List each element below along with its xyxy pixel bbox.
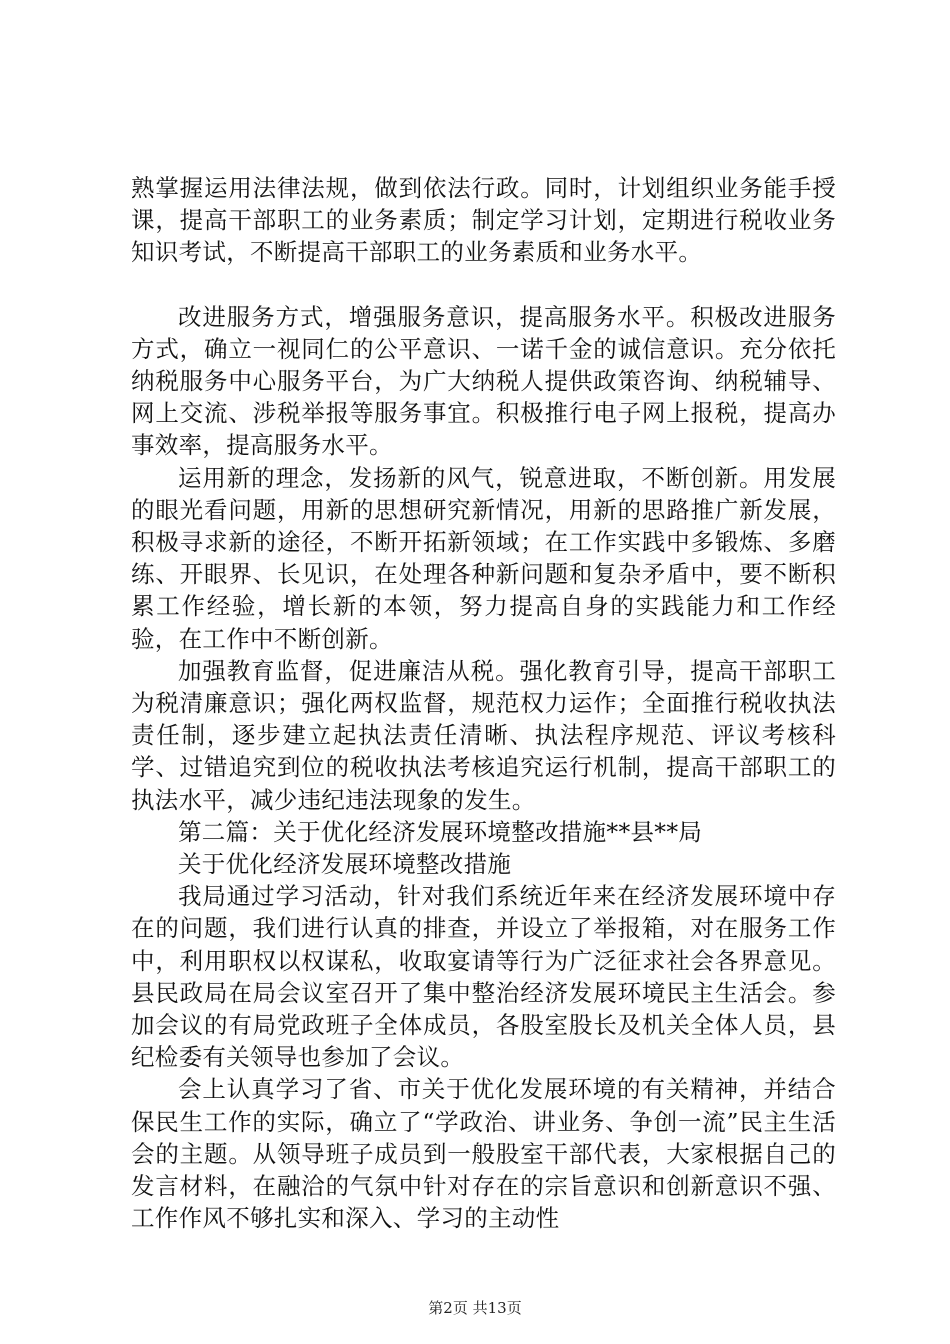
section-heading: 第二篇：关于优化经济发展环境整改措施**县**局 — [178, 817, 703, 846]
paragraph: 会上认真学习了省、市关于优化发展环境的有关精神，并结合保民生工作的实际，确立了“学政治、讲业务、争创一流”民主生活会的主题。从领导班子成员到一般股室干部代表，大家根据自己的发言材料，在融洽的气氛中针对存在的宗旨意识和创新意识不强、工作作风不够扎实和深入、学习的主动性 — [131, 1075, 836, 1233]
paragraph: 运用新的理念，发扬新的风气，锐意进取，不断创新。用发展的眼光看问题，用新的思想研究新情况，用新的思路推广新发展，积极寻求新的途径，不断开拓新领域；在工作实践中多锻炼、多磨练、开眼界、长见识，在处理各种新问题和复杂矛盾中，要不断积累工作经验，增长新的本领，努力提高自身的实践能力和工作经验，在工作中不断创新。 — [131, 463, 836, 653]
paragraph: 我局通过学习活动，针对我们系统近年来在经济发展环境中存在的问题，我们进行认真的排查，并设立了举报箱，对在服务工作中，利用职权以权谋私，收取宴请等行为广泛征求社会各界意见。县民政局在局会议室召开了集中整治经济发展环境民主生活会。参加会议的有局党政班子全体成员，各股室股长及机关全体人员，县纪检委有关领导也参加了会议。 — [131, 882, 836, 1072]
page-number: 第2页 共13页 — [428, 1299, 522, 1317]
paragraph: 熟掌握运用法律法规，做到依法行政。同时，计划组织业务能手授课，提高干部职工的业务素质；制定学习计划，定期进行税收业务知识考试，不断提高干部职工的业务素质和业务水平。 — [131, 174, 836, 267]
paragraph: 加强教育监督，促进廉洁从税。强化教育引导，提高干部职工为税清廉意识；强化两权监督，规范权力运作；全面推行税收执法责任制，逐步建立起执法责任清晰、执法程序规范、评议考核科学、过错追究到位的税收执法考核追究运行机制，提高干部职工的执法水平，减少违纪违法现象的发生。 — [131, 656, 836, 814]
section-subheading: 关于优化经济发展环境整改措施 — [178, 850, 512, 879]
document-body — [131, 172, 836, 1235]
paragraph: 改进服务方式，增强服务意识，提高服务水平。积极改进服务方式，确立一视同仁的公平意识、一诺千金的诚信意识。充分依托纳税服务中心服务平台，为广大纳税人提供政策咨询、纳税辅导、网上交流、涉税举报等服务事宜。积极推行电子网上报税，提高办事效率，提高服务水平。 — [131, 302, 836, 460]
